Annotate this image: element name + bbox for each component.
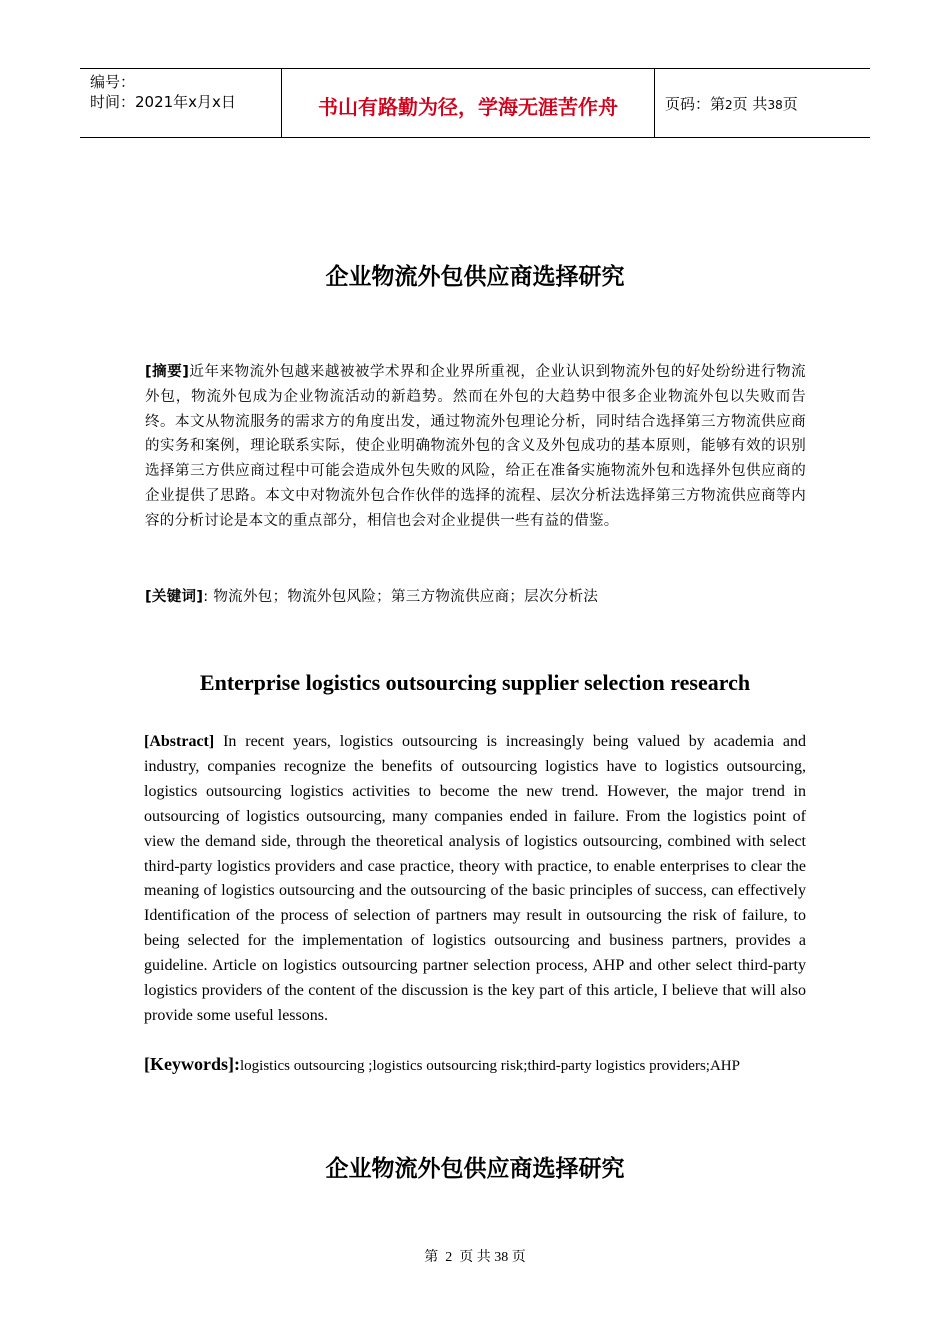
keywords-cn-sep: :: [203, 589, 209, 605]
header-page-current: 2: [725, 98, 733, 112]
keywords-en: [144, 1054, 844, 1075]
abstract-en-label: [Abstract]: [144, 733, 215, 750]
keywords-en-label: [Keywords]:: [144, 1054, 240, 1074]
header-page-number: [665, 93, 798, 114]
keywords-cn: [145, 585, 806, 610]
header-page-mid: 页 共: [732, 95, 768, 113]
footer-prefix: 第: [424, 1250, 439, 1265]
abstract-en-text: In recent years, logistics outsourcing is increasingly being valued by academia and industry, companies recognize the benefits of outsourcing logistics have to logistics outsourcing, logistics outsourcing logistics activities to become the new trend. However, the major trend in outsourcing of logistics outsourcing, many companies ended in failure. From the logistics point of view the demand side, through the theoretical analysis of logistics outsourcing, combined with select third-party logistics providers and case practice, theory with practice, to enable enterprises to clear the meaning of logistics outsourcing and the outsourcing of the basic principles of success, can effectively Identification of the process of selection of partners may result in outsourcing the risk of failure, to being selected for the implementation of logistics outsourcing and business partners, provides a guideline. Article on logistics outsourcing partner selection process, AHP and other select third-party logistics providers of the content of the discussion is the key part of this article, I believe that will also provide some useful lessons.: [144, 733, 807, 1024]
page-footer: [0, 1246, 950, 1266]
footer-suffix: 页: [511, 1250, 526, 1265]
header-page-cell: [655, 69, 870, 137]
keywords-en-text: logistics outsourcing ;logistics outsourcing risk;third-party logistics providers;AHP: [239, 1058, 740, 1074]
page-header: [80, 68, 870, 138]
abstract-cn-text: 近年来物流外包越来越被被学术界和企业界所重视，企业认识到物流外包的好处纷纷进行物流外包，物流外包成为企业物流活动的新趋势。然而在外包的大趋势中很多企业物流外包以失败而告终。本文从物流服务的需求方的角度出发，通过物流外包理论分析，同时结合选择第三方物流供应商的实务和案例，理论联系实际，使企业明确物流外包的含义及外包成功的基本原则，能够有效的识别选择第三方供应商过程中可能会造成外包失败的风险，给正在准备实施物流外包和选择外包供应商的企业提供了思路。本文中对物流外包合作伙伴的选择的流程、层次分析法选择第三方物流供应商等内容的分析讨论是本文的重点部分，相信也会对企业提供一些有益的借鉴。: [145, 364, 806, 529]
header-time-label: 时间：2021年x月x日: [90, 93, 236, 111]
header-number-label: 编号：: [90, 73, 136, 91]
abstract-cn: [145, 360, 806, 534]
document-title-en: Enterprise logistics outsourcing supplier selection research: [199, 670, 751, 695]
keywords-cn-label: [关键词]: [145, 589, 204, 605]
header-page-prefix: 页码：第: [665, 95, 726, 113]
header-motto-cell: [281, 69, 655, 137]
header-page-total: 38: [767, 98, 783, 112]
section-title-cn: 企业物流外包供应商选择研究: [325, 1156, 625, 1182]
abstract-en: [144, 730, 806, 1029]
abstract-cn-label: [摘要]: [145, 364, 190, 380]
keywords-cn-text: 物流外包；物流外包风险；第三方物流供应商；层次分析法: [213, 589, 599, 605]
document-title-cn: 企业物流外包供应商选择研究: [325, 264, 625, 290]
header-page-suffix: 页: [782, 95, 798, 113]
header-motto: 书山有路勤为径，学海无涯苦作舟: [318, 95, 618, 119]
header-info-cell: [80, 69, 280, 137]
footer-mid: 页 共: [459, 1250, 491, 1265]
footer-current: 2: [445, 1250, 453, 1265]
footer-total: 38: [494, 1250, 509, 1265]
